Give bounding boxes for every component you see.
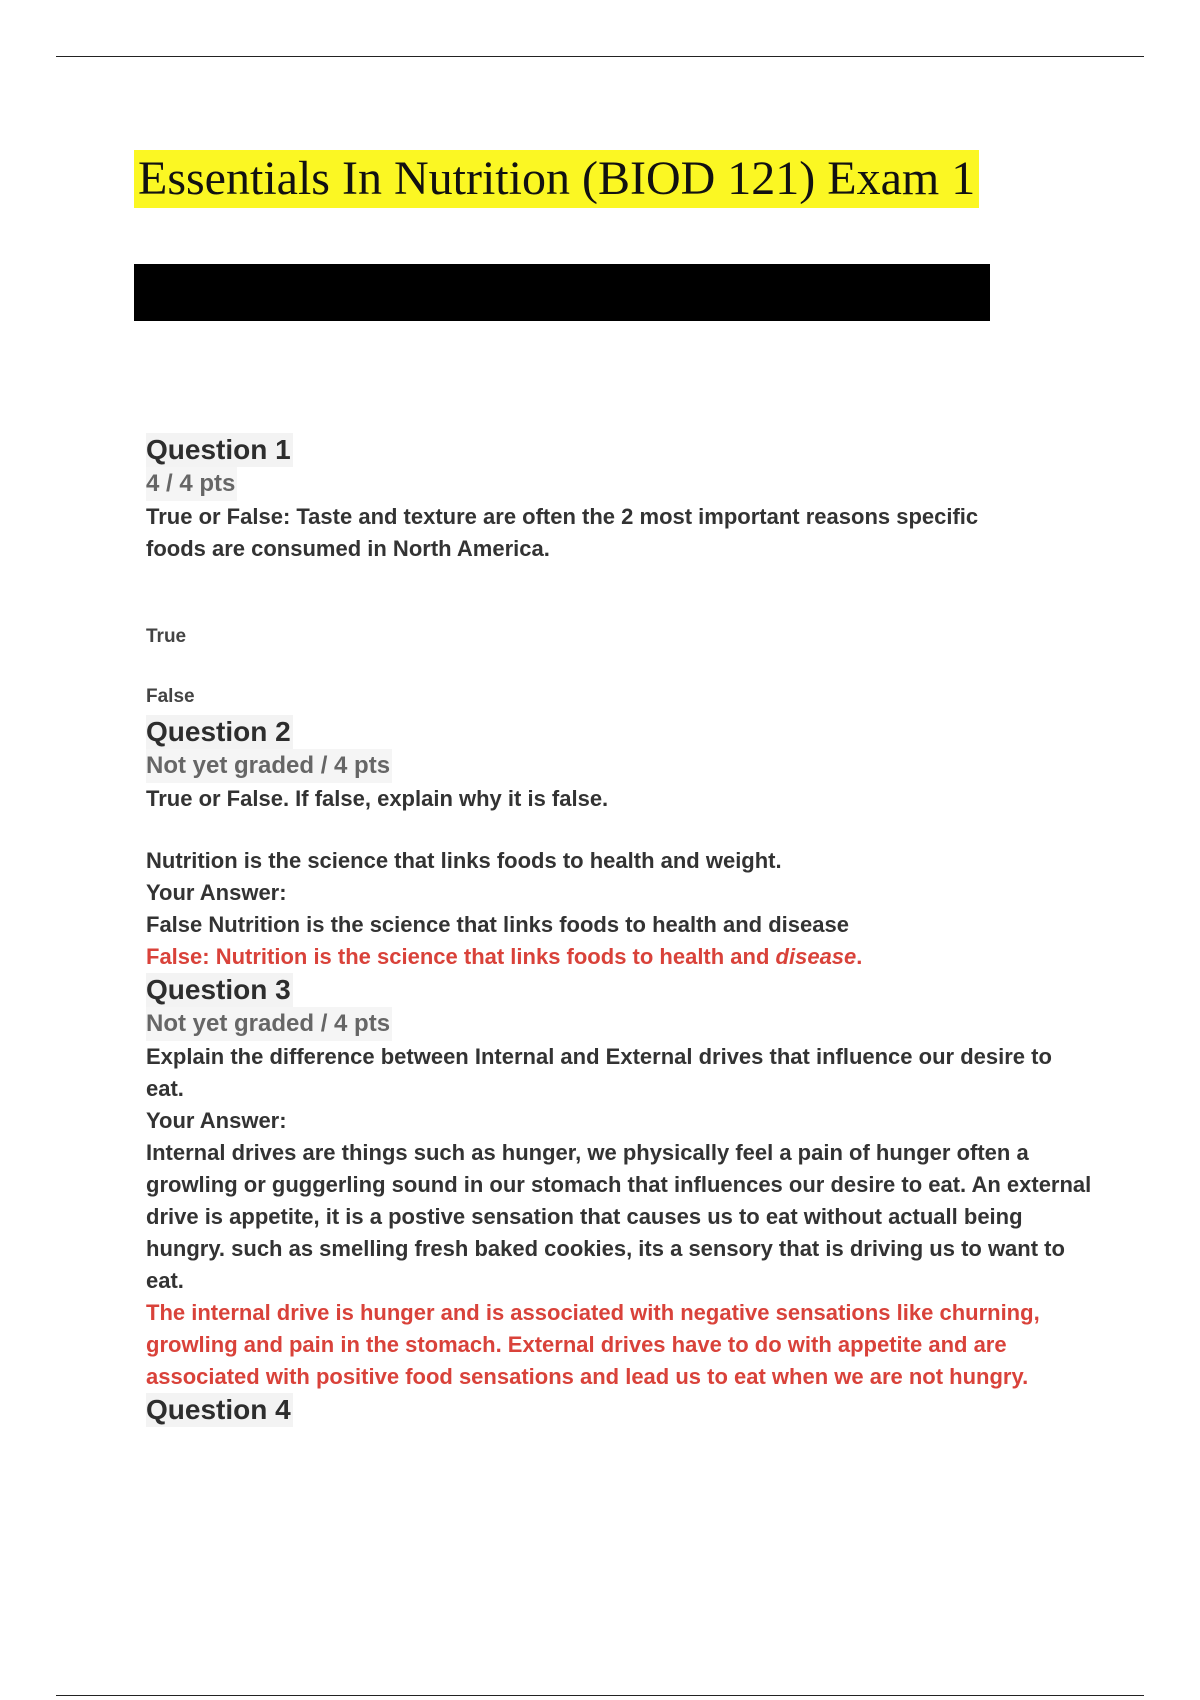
question-prompt: Explain the difference between Internal and External drives that influence our desire to eat.: [146, 1044, 1052, 1101]
question-2: [146, 715, 1106, 973]
correct-answer-text: False: Nutrition is the science that links foods to health and: [146, 944, 776, 969]
answer-option-false[interactable]: False: [146, 686, 195, 707]
document-title: Essentials In Nutrition (BIOD 121) Exam 1: [134, 150, 979, 208]
redaction-bar: [134, 264, 990, 321]
bottom-rule: [56, 1695, 1144, 1696]
question-points: Not yet graded / 4 pts: [146, 1007, 392, 1041]
your-answer-label: Your Answer:: [146, 880, 287, 905]
correct-answer: The internal drive is hunger and is associated with negative sensations like churning, growling and pain in the stomach. External drives have to do with appetite and are associated with positive food sensations and lead us to eat when we are not hungry.: [146, 1300, 1040, 1389]
your-answer: Internal drives are things such as hunger, we physically feel a pain of hunger often a growling or guggerling sound in our stomach that influences our desire to eat. An external drive is appetite, it is a postive sensation that causes us to eat without actuall being hungry. such as smelling fresh baked cookies, its a sensory that is driving us to want to eat.: [146, 1140, 1092, 1293]
question-3: [146, 973, 1106, 1393]
question-prompt: True or False. If false, explain why it is false.: [146, 786, 609, 811]
question-points: Not yet graded / 4 pts: [146, 749, 392, 783]
your-answer: False Nutrition is the science that links foods to health and disease: [146, 912, 849, 937]
question-heading: Question 4: [146, 1394, 291, 1425]
question-heading: Question 3: [146, 974, 291, 1005]
correct-answer-emphasis: disease: [775, 944, 857, 969]
correct-answer: [146, 941, 1106, 973]
question-4: [146, 1393, 1106, 1427]
question-1: [146, 433, 1106, 709]
question-heading: Question 2: [146, 716, 291, 747]
your-answer-label: Your Answer:: [146, 1108, 287, 1133]
question-heading: Question 1: [146, 434, 291, 465]
question-prompt: True or False: Taste and texture are often the 2 most important reasons specific foods are consumed in North America.: [146, 504, 979, 561]
correct-answer-end: .: [856, 944, 863, 969]
question-statement: Nutrition is the science that links foods to health and weight.: [146, 848, 782, 873]
top-rule: [56, 56, 1144, 57]
question-points: 4 / 4 pts: [146, 467, 237, 501]
exam-content: [146, 433, 1106, 1427]
answer-option-true[interactable]: True: [146, 626, 187, 647]
